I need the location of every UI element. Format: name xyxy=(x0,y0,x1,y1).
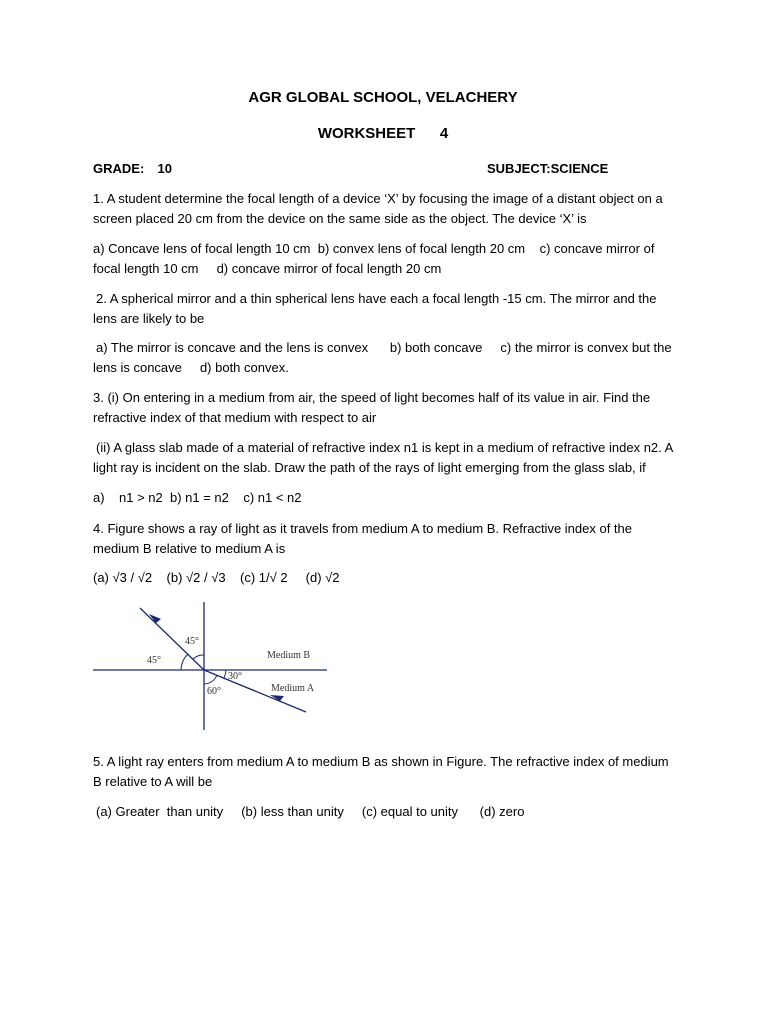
question-2-options: a) The mirror is concave and the lens is convex b) both concave c) the mirror is convex but the lens is concave d) both convex. xyxy=(93,340,676,375)
angle-label-top: 45° xyxy=(185,636,199,647)
question-1: 1. A student determine the focal length of a device ‘X’ by focusing the image of a distant object on a screen placed 20 cm from the device on the same side as the object. The device ‘X’ is xyxy=(93,191,663,226)
worksheet-title: WORKSHEET 4 xyxy=(317,125,449,142)
grade-label: GRADE: 10 xyxy=(93,161,172,176)
angle-arc-right xyxy=(224,670,226,678)
angle-arc-bottom xyxy=(204,675,217,684)
angle-label-refracted: 30° xyxy=(228,671,242,682)
school-title: AGR GLOBAL SCHOOL, VELACHERY xyxy=(248,89,518,106)
refraction-figure xyxy=(90,600,330,745)
question-4-options: (a) √3 / √2 (b) √2 / √3 (c) 1/√ 2 (d) √2 xyxy=(93,570,340,585)
question-3-part-2: (ii) A glass slab made of a material of refractive index n1 is kept in a medium of refractive index n2. A light ray is incident on the slab. Draw the path of the rays of light emerging from the glass slab, if xyxy=(93,440,673,475)
question-5: 5. A light ray enters from medium A to medium B as shown in Figure. The refractive index of medium B relative to A will be xyxy=(93,754,669,789)
question-2: 2. A spherical mirror and a thin spherical lens have each a focal length -15 cm. The mirror and the lens are likely to be xyxy=(93,291,657,326)
question-3: 3. (i) On entering in a medium from air, the speed of light becomes half of its value in air. Find the refractive index of that medium with respect to air xyxy=(93,390,651,425)
angle-label-bottom: 60° xyxy=(207,686,221,697)
medium-b-label: Medium B xyxy=(267,650,311,661)
medium-a-label: Medium A xyxy=(271,683,315,694)
angle-arc-left xyxy=(181,654,188,670)
question-3-options: a) n1 > n2 b) n1 = n2 c) n1 < n2 xyxy=(93,490,302,505)
question-1-options: a) Concave lens of focal length 10 cm b) convex lens of focal length 20 cm c) concave mirror of focal length 10 cm d) concave mirror of focal length 20 cm xyxy=(93,241,659,276)
angle-arc-top xyxy=(193,655,204,659)
question-5-options: (a) Greater than unity (b) less than unity (c) equal to unity (d) zero xyxy=(96,804,525,819)
question-4: 4. Figure shows a ray of light as it travels from medium A to medium B. Refractive index of the medium B relative to medium A is xyxy=(93,521,633,556)
subject-label: SUBJECT:SCIENCE xyxy=(487,161,609,176)
angle-label-left: 45° xyxy=(147,655,161,666)
